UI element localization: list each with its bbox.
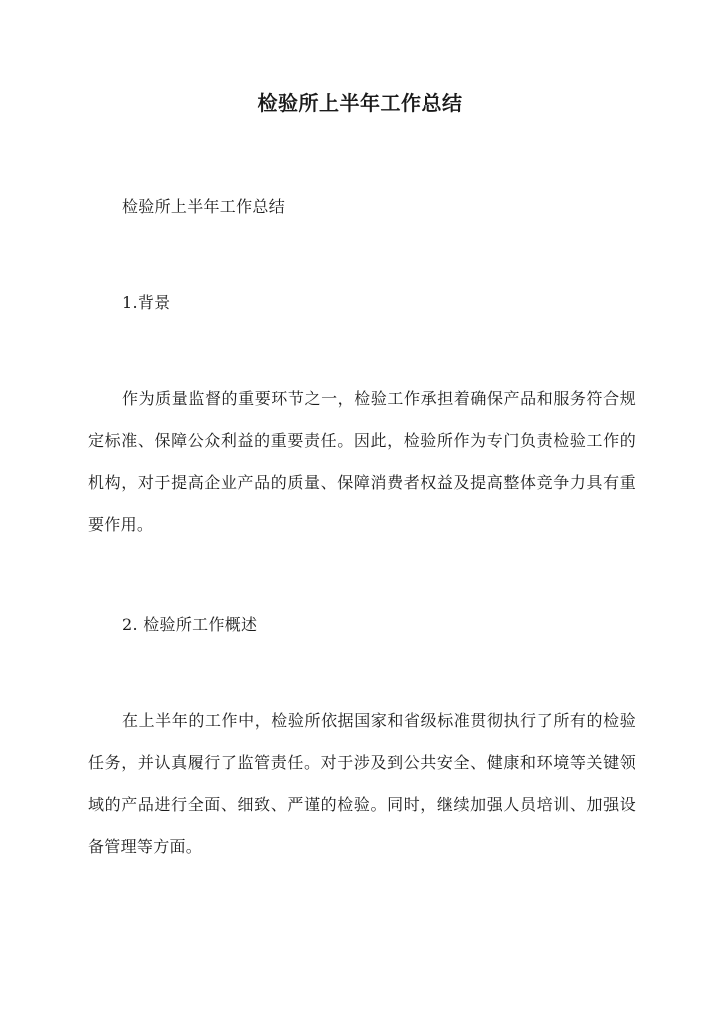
section-body-overview: 在上半年的工作中，检验所依据国家和省级标准贯彻执行了所有的检验任务，并认真履行了监管责任。对于涉及到公共安全、健康和环境等关键领域的产品进行全面、细致、严谨的检验。同时，继续加强人员培训、加强设备管理等方面。 xyxy=(88,711,636,856)
document-subtitle: 检验所上半年工作总结 xyxy=(122,197,286,216)
section-heading-overview: 2. 检验所工作概述 xyxy=(122,615,258,634)
section-heading-background: 1.背景 xyxy=(122,293,171,312)
document-title: 检验所上半年工作总结 xyxy=(257,91,463,115)
section-body-background: 作为质量监督的重要环节之一，检验工作承担着确保产品和服务符合规定标准、保障公众利益的重要责任。因此，检验所作为专门负责检验工作的机构，对于提高企业产品的质量、保障消费者权益及提高整体竞争力具有重要作用。 xyxy=(88,389,636,534)
